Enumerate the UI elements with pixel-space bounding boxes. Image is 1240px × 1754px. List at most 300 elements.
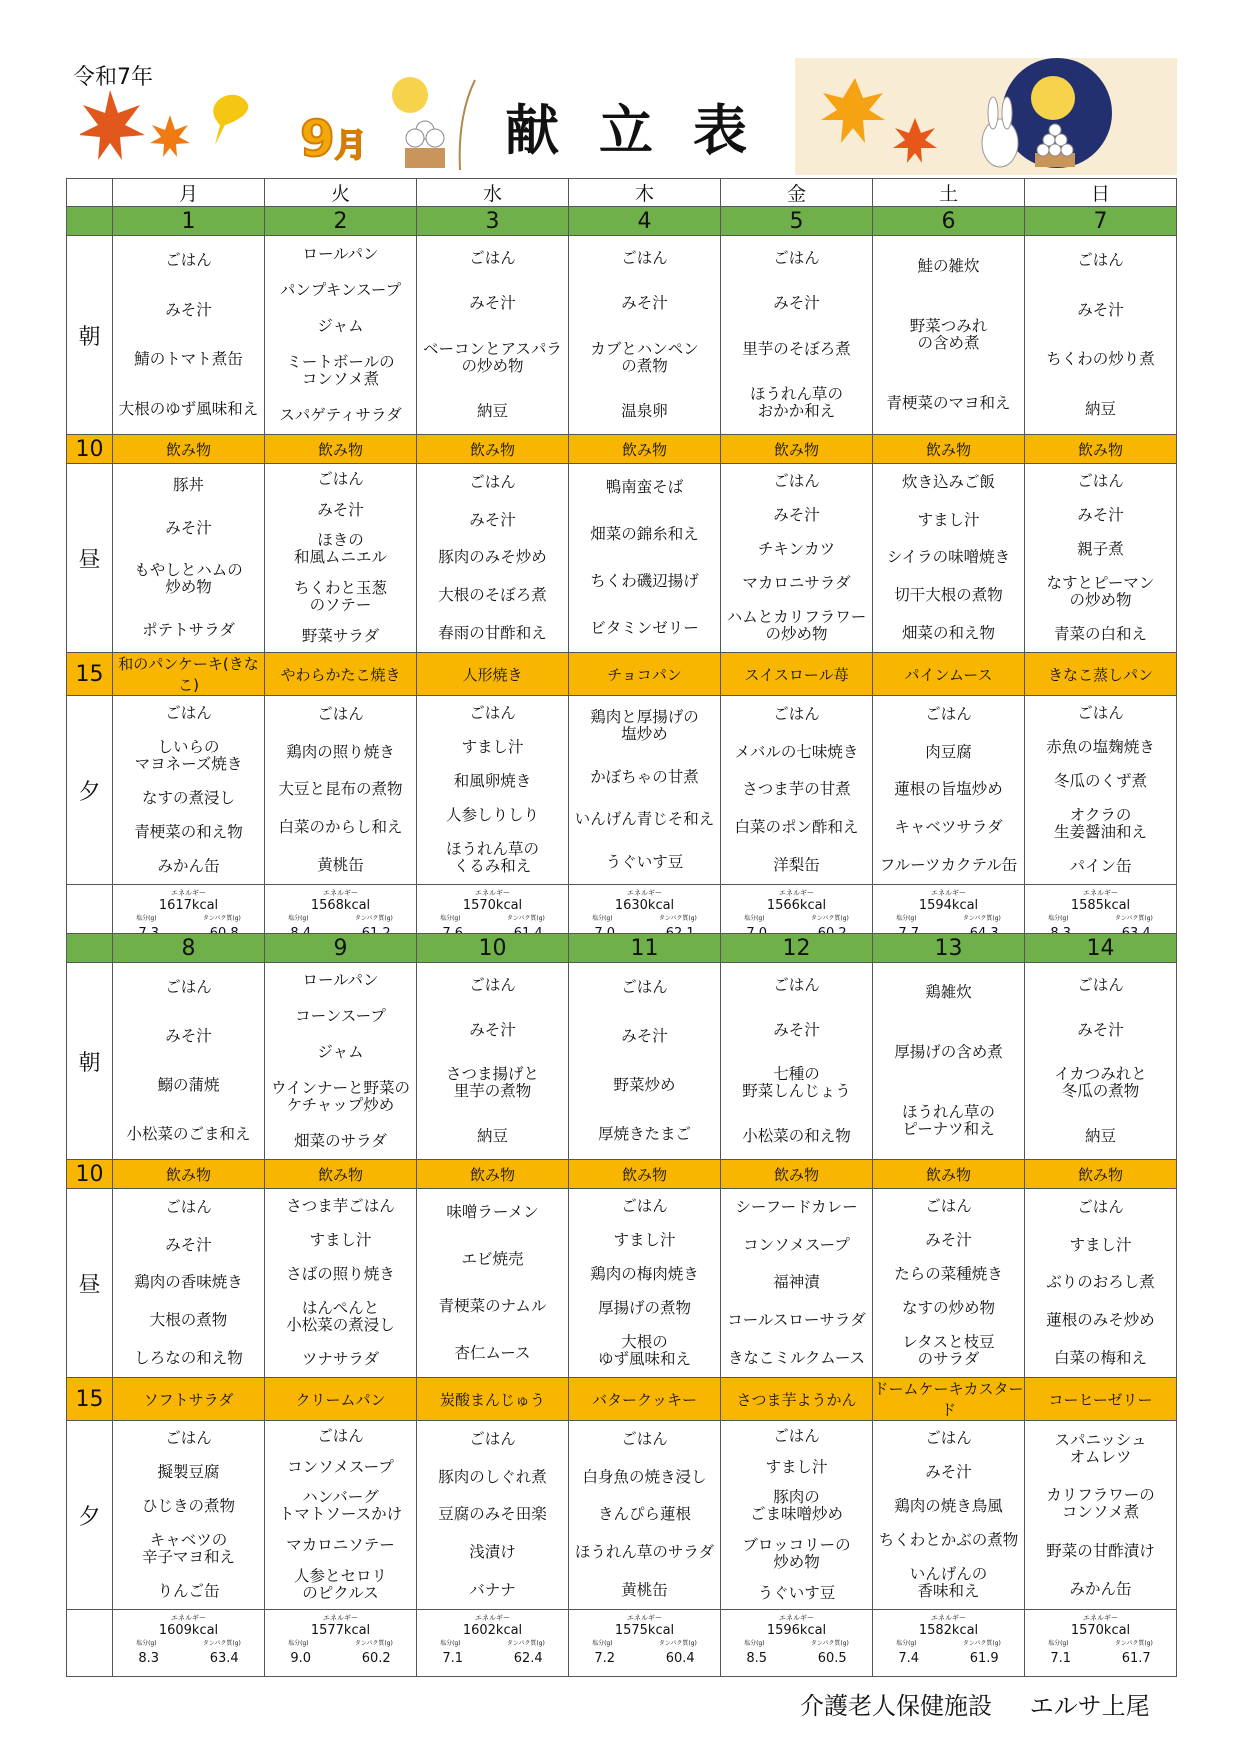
salt-label: 塩分(g)	[136, 915, 157, 922]
dish-item: 鶏雑炊	[925, 983, 972, 1002]
meal-cell	[1025, 236, 1177, 435]
meal-cell	[265, 696, 417, 885]
energy-value: 1609kcal	[158, 1623, 219, 1638]
date-cell: 7	[1025, 207, 1177, 236]
dish-item: みそ汁	[165, 518, 212, 537]
snack-item: 飲み物	[113, 435, 265, 464]
dish-item: ぶりのおろし煮	[1046, 1273, 1155, 1292]
date-cell: 12	[721, 934, 873, 963]
dish-item: 青梗菜のナムル	[438, 1297, 547, 1315]
dish-item: 人参とセロリ のピクルス	[293, 1567, 387, 1603]
dish-item: 納豆	[1084, 399, 1116, 418]
energy-value: 1568kcal	[310, 898, 371, 913]
salt-value: 9.0	[290, 1651, 312, 1666]
dish-item: 野菜の甘酢漬け	[1046, 1541, 1155, 1560]
dish-item: キャベツの 辛子マヨ和え	[141, 1531, 235, 1567]
dish-item: スパニッシュ オムレツ	[1054, 1430, 1147, 1466]
dish-item: ごはん	[773, 705, 820, 724]
dish-item: みそ汁	[773, 505, 820, 524]
meal-cell	[265, 1189, 417, 1378]
dish-item: ごはん	[165, 251, 212, 270]
snack-item: バタークッキー	[569, 1378, 721, 1421]
dish-item: みそ汁	[621, 1027, 668, 1045]
protein-label: タンパク質(g)	[962, 915, 1001, 922]
dish-item: 豚丼	[172, 475, 204, 494]
dish-item: 豆腐のみそ田楽	[438, 1505, 547, 1524]
dish-item: 蓮根の旨塩炒め	[894, 780, 1003, 799]
protein-label: タンパク質(g)	[354, 1640, 393, 1647]
energy-value: 1575kcal	[614, 1623, 675, 1638]
dish-item: りんご缶	[157, 1582, 220, 1601]
protein-value: 63.4	[209, 1651, 239, 1666]
snack-item: 飲み物	[113, 1160, 265, 1189]
energy-label: エネルギー	[323, 1614, 358, 1622]
dish-item: 鰯の蒲焼	[157, 1076, 220, 1094]
salt-value: 7.1	[1050, 1651, 1072, 1666]
dish-item: ロールパン	[302, 244, 379, 263]
snack-item: 飲み物	[721, 435, 873, 464]
energy-value: 1596kcal	[766, 1623, 827, 1638]
dish-item: 白菜の梅和え	[1053, 1348, 1147, 1367]
dish-item: ごはん	[1077, 975, 1124, 994]
dish-item: みそ汁	[469, 294, 516, 313]
meal-cell	[113, 696, 265, 885]
dish-item: コールスローサラダ	[727, 1311, 866, 1330]
salt-label: 塩分(g)	[288, 1640, 309, 1647]
energy-value: 1570kcal	[1070, 1623, 1131, 1638]
meal-label-lunch: 昼	[67, 1189, 113, 1378]
salt-label: 塩分(g)	[288, 915, 309, 922]
dish-item: 鶏肉の焼き鳥風	[894, 1496, 1003, 1515]
meal-cell	[569, 464, 721, 653]
nutrition-cell	[873, 1610, 1025, 1677]
dish-item: みそ汁	[165, 1235, 212, 1254]
dish-item: キャベツサラダ	[894, 818, 1003, 837]
dish-item: メバルの七味焼き	[734, 742, 859, 761]
dish-item: さつま揚げと 里芋の煮物	[445, 1065, 539, 1101]
dish-item: はんぺんと 小松菜の煮浸し	[286, 1299, 395, 1335]
snack-row-snack10	[67, 1160, 1177, 1189]
dish-item: 黄桃缶	[621, 1580, 668, 1599]
dish-item: みそ汁	[925, 1462, 972, 1481]
dish-item: バナナ	[469, 1580, 516, 1599]
dish-item: ごはん	[773, 1426, 820, 1445]
date-cell: 8	[113, 934, 265, 963]
dish-item: レタスと枝豆 のサラダ	[902, 1333, 995, 1369]
protein-value: 60.2	[361, 1651, 391, 1666]
dish-item: すまし汁	[461, 737, 524, 756]
menu-week-table	[66, 178, 1177, 952]
salt-label: 塩分(g)	[1048, 915, 1069, 922]
dish-item: ちくわと玉葱 のソテー	[293, 579, 387, 615]
dish-item: みかん缶	[157, 857, 220, 876]
dish-item: ごはん	[469, 703, 516, 722]
snack-item: 飲み物	[265, 1160, 417, 1189]
dish-item: 鶏肉の香味焼き	[134, 1273, 243, 1292]
date-cell: 13	[873, 934, 1025, 963]
dish-item: 野菜つみれ の含め煮	[909, 316, 988, 352]
dish-item: ごはん	[1077, 251, 1124, 270]
dish-item: ごはん	[317, 705, 364, 724]
dish-item: エビ焼売	[461, 1250, 524, 1268]
protein-label: タンパク質(g)	[506, 915, 545, 922]
dish-item: 鴨南蛮そば	[605, 478, 684, 496]
dish-item: みそ汁	[773, 294, 820, 313]
energy-value: 1617kcal	[158, 898, 219, 913]
snack-item: ソフトサラダ	[113, 1378, 265, 1421]
meal-row-breakfast	[67, 963, 1177, 1160]
dish-item: みかん缶	[1069, 1580, 1132, 1599]
nutrition-cell	[113, 1610, 265, 1677]
energy-label: エネルギー	[1083, 1614, 1118, 1622]
dish-item: 大豆と昆布の煮物	[278, 780, 403, 799]
dish-item: ビタミンゼリー	[590, 619, 699, 637]
dish-item: 野菜サラダ	[301, 627, 380, 646]
protein-value: 61.7	[1121, 1651, 1151, 1666]
dish-item: 畑菜の和え物	[901, 623, 995, 642]
dish-item: みそ汁	[469, 510, 516, 529]
dish-item: カリフラワーの コンソメ煮	[1046, 1486, 1155, 1522]
dish-item: ほうれん草の くるみ和え	[445, 840, 539, 876]
date-cell: 9	[265, 934, 417, 963]
weekday-header: 金	[721, 179, 873, 207]
energy-label: エネルギー	[171, 1614, 206, 1622]
dish-item: ごはん	[469, 975, 516, 994]
dish-item: かぼちゃの甘煮	[590, 767, 699, 786]
snack-item: ドームケーキカスタード	[873, 1378, 1025, 1421]
meal-cell	[873, 696, 1025, 885]
protein-label: タンパク質(g)	[658, 915, 697, 922]
dish-item: 赤魚の塩麹焼き	[1046, 737, 1155, 756]
dish-item: ブロッコリーの 炒め物	[742, 1536, 851, 1572]
dish-item: ごはん	[317, 1426, 364, 1445]
protein-label: タンパク質(g)	[810, 915, 849, 922]
salt-label: 塩分(g)	[136, 1640, 157, 1647]
dish-item: 杏仁ムース	[454, 1344, 531, 1362]
dish-item: ごはん	[469, 473, 516, 492]
dish-item: みそ汁	[925, 1230, 972, 1249]
weekday-header: 木	[569, 179, 721, 207]
dish-item: マカロニサラダ	[742, 574, 851, 593]
dish-item: 味噌ラーメン	[446, 1203, 539, 1221]
meal-cell	[417, 1421, 569, 1610]
meal-label-lunch: 昼	[67, 464, 113, 653]
salt-label: 塩分(g)	[592, 1640, 613, 1647]
date-cell: 2	[265, 207, 417, 236]
meal-cell	[721, 1189, 873, 1378]
energy-label: エネルギー	[627, 1614, 662, 1622]
dish-item: ジャム	[317, 1042, 364, 1061]
dish-item: ごはん	[621, 1430, 668, 1449]
meal-cell	[1025, 696, 1177, 885]
protein-label: タンパク質(g)	[354, 915, 393, 922]
dish-item: ごはん	[165, 1198, 212, 1217]
meal-cell	[417, 963, 569, 1160]
meal-cell	[569, 1189, 721, 1378]
snack-item: 飲み物	[873, 1160, 1025, 1189]
dish-item: 大根の煮物	[149, 1311, 228, 1330]
dish-item: 黄桃缶	[317, 855, 364, 874]
date-cell: 5	[721, 207, 873, 236]
snack-item: 飲み物	[721, 1160, 873, 1189]
energy-label: エネルギー	[779, 889, 814, 897]
weekday-header: 火	[265, 179, 417, 207]
meal-cell	[265, 963, 417, 1160]
meal-cell	[1025, 1421, 1177, 1610]
dish-item: 里芋のそぼろ煮	[742, 339, 851, 358]
meal-label-dinner: 夕	[67, 1421, 113, 1610]
date-cell: 6	[873, 207, 1025, 236]
snack-item: 飲み物	[1025, 435, 1177, 464]
dish-item: 豚肉の ごま味噌炒め	[749, 1488, 843, 1524]
dish-item: みそ汁	[773, 1020, 820, 1039]
meal-cell	[873, 236, 1025, 435]
dish-item: ごはん	[621, 249, 668, 268]
snack-item: クリームパン	[265, 1378, 417, 1421]
snack-time-label: 10	[67, 1160, 113, 1189]
protein-label: タンパク質(g)	[658, 1640, 697, 1647]
dish-item: 冬瓜のくず煮	[1053, 771, 1147, 790]
dish-item: 豚肉のしぐれ煮	[438, 1467, 547, 1486]
menu-week-table	[66, 933, 1177, 1677]
month-heading: 9月	[300, 110, 367, 168]
dish-item: いんげん青じそ和え	[574, 810, 715, 829]
dish-item: 炊き込みご飯	[901, 473, 995, 492]
moon-rabbit-illustration	[795, 58, 1177, 175]
dish-item: ほうれん草のサラダ	[574, 1543, 715, 1562]
dish-item: すまし汁	[917, 510, 980, 529]
snack-item: パインムース	[873, 653, 1025, 696]
meal-label-dinner: 夕	[67, 696, 113, 885]
facility-footer	[800, 1686, 1150, 1721]
meal-row-lunch	[67, 464, 1177, 653]
meal-label-breakfast: 朝	[67, 236, 113, 435]
meal-cell	[417, 696, 569, 885]
dish-item: みそ汁	[621, 294, 668, 313]
meal-cell	[721, 963, 873, 1160]
dish-item: ちくわとかぶの煮物	[878, 1531, 1019, 1550]
meal-cell	[721, 696, 873, 885]
snack-time-label: 15	[67, 1378, 113, 1421]
salt-label: 塩分(g)	[896, 915, 917, 922]
energy-value: 1577kcal	[310, 1623, 371, 1638]
dish-item: 白菜のからし和え	[278, 818, 403, 837]
dish-item: 鶏肉の梅肉焼き	[590, 1264, 699, 1283]
dish-item: ベーコンとアスパラ の炒め物	[423, 339, 562, 375]
dish-item: 大根のゆず風味和え	[118, 399, 259, 418]
dish-item: きんぴら蓮根	[597, 1505, 691, 1524]
meal-cell	[417, 464, 569, 653]
snack-item: さつま芋ようかん	[721, 1378, 873, 1421]
snack-item: 飲み物	[265, 435, 417, 464]
dish-item: コーンスープ	[295, 1007, 386, 1026]
dish-item: ごはん	[925, 1196, 972, 1215]
energy-value: 1602kcal	[462, 1623, 523, 1638]
snack-item: 和のパンケーキ(きなこ)	[113, 653, 265, 696]
dish-item: ハムとカリフラワー の炒め物	[726, 608, 867, 644]
salt-label: 塩分(g)	[744, 1640, 765, 1647]
dish-item: いんげんの 香味和え	[909, 1565, 988, 1601]
dish-item: ごはん	[165, 978, 212, 996]
meal-cell	[873, 464, 1025, 653]
dish-item: ジャム	[317, 316, 364, 335]
dish-item: ちくわの炒り煮	[1046, 350, 1155, 369]
date-cell: 1	[113, 207, 265, 236]
dish-item: 鯖のトマト煮缶	[134, 350, 243, 369]
dish-item: ごはん	[1077, 703, 1124, 722]
dish-item: みそ汁	[469, 1020, 516, 1039]
dish-item: コンソメスープ	[743, 1235, 850, 1254]
dish-item: ほうれん草の ピーナツ和え	[901, 1102, 995, 1138]
protein-value: 61.9	[969, 1651, 999, 1666]
energy-value: 1630kcal	[614, 898, 675, 913]
dish-item: 大根の ゆず風味和え	[597, 1333, 691, 1369]
dish-item: 厚揚げの煮物	[597, 1299, 691, 1318]
meal-row-lunch	[67, 1189, 1177, 1378]
meal-cell	[569, 1421, 721, 1610]
weekday-header: 日	[1025, 179, 1177, 207]
dish-item: 小松菜のごま和え	[126, 1125, 251, 1143]
dish-item: 蓮根のみそ炒め	[1046, 1311, 1155, 1330]
meal-cell	[113, 1189, 265, 1378]
snack-item: スイスロール苺	[721, 653, 873, 696]
dish-item: ミートボールの コンソメ煮	[286, 353, 395, 389]
meal-cell	[265, 1421, 417, 1610]
dish-item: 和風卵焼き	[453, 771, 532, 790]
meal-row-dinner	[67, 1421, 1177, 1610]
dish-item: みそ汁	[165, 1027, 212, 1045]
dish-item: ごはん	[621, 1196, 668, 1215]
snack-item: 飲み物	[417, 435, 569, 464]
dish-item: ごはん	[773, 471, 820, 490]
meal-cell	[265, 464, 417, 653]
dish-item: シイラの味噌焼き	[886, 548, 1011, 567]
dish-item: ごはん	[773, 975, 820, 994]
dish-item: なすの炒め物	[901, 1299, 995, 1318]
dish-item: さばの照り焼き	[286, 1264, 395, 1283]
snack-item: きなこ蒸しパン	[1025, 653, 1177, 696]
energy-label: エネルギー	[779, 1614, 814, 1622]
dish-item: ごはん	[1077, 471, 1124, 490]
weekday-header: 水	[417, 179, 569, 207]
nutrition-cell	[569, 1610, 721, 1677]
dish-item: 納豆	[476, 1127, 508, 1146]
dish-item: さつま芋ごはん	[286, 1196, 395, 1215]
meal-row-breakfast	[67, 236, 1177, 435]
dish-item: ごはん	[925, 705, 972, 724]
energy-value: 1582kcal	[918, 1623, 979, 1638]
energy-value: 1594kcal	[918, 898, 979, 913]
meal-cell	[417, 1189, 569, 1378]
dish-item: ポテトサラダ	[142, 621, 235, 640]
energy-value: 1566kcal	[766, 898, 827, 913]
energy-label: エネルギー	[475, 1614, 510, 1622]
dish-item: みそ汁	[1077, 1020, 1124, 1039]
dish-item: パイン缶	[1069, 857, 1132, 876]
facility-type: 介護老人保健施設	[800, 1692, 992, 1720]
date-cell: 3	[417, 207, 569, 236]
meal-cell	[1025, 1189, 1177, 1378]
salt-value: 7.2	[594, 1651, 616, 1666]
dish-item: ごはん	[925, 1428, 972, 1447]
dish-item: 豚肉のみそ炒め	[438, 548, 547, 567]
snack-item: 人形焼き	[417, 653, 569, 696]
protein-label: タンパク質(g)	[962, 1640, 1001, 1647]
dish-item: 畑菜の錦糸和え	[590, 525, 699, 543]
dish-item: ひじきの煮物	[141, 1496, 235, 1515]
dish-item: 温泉卵	[621, 401, 668, 420]
protein-label: タンパク質(g)	[202, 1640, 241, 1647]
dish-item: たらの菜種焼き	[894, 1264, 1003, 1283]
dish-item: オクラの 生姜醤油和え	[1053, 806, 1147, 842]
autumn-leaves-illustration	[80, 85, 280, 175]
dish-item: 青菜の白和え	[1053, 625, 1147, 644]
dish-item: ウインナーと野菜の ケチャップ炒め	[270, 1078, 411, 1114]
meal-cell	[721, 236, 873, 435]
salt-label: 塩分(g)	[440, 1640, 461, 1647]
dish-item: しいらの マヨネーズ焼き	[134, 737, 243, 773]
energy-label: エネルギー	[931, 1614, 966, 1622]
snack-item: やわらかたこ焼き	[265, 653, 417, 696]
ginkgo-leaf-icon	[213, 95, 248, 145]
energy-label: エネルギー	[1083, 889, 1118, 897]
protein-label: タンパク質(g)	[506, 1640, 545, 1647]
dish-item: ごはん	[1077, 1198, 1124, 1217]
energy-value: 1585kcal	[1070, 898, 1131, 913]
dish-item: 厚焼きたまご	[597, 1125, 691, 1143]
dish-item: 野菜炒め	[613, 1076, 676, 1094]
dish-item: ごはん	[621, 978, 668, 996]
dish-item: 福神漬	[773, 1273, 820, 1292]
meal-cell	[569, 236, 721, 435]
energy-label: エネルギー	[475, 889, 510, 897]
dish-item: すまし汁	[613, 1230, 676, 1249]
dish-item: なすとピーマン の炒め物	[1046, 574, 1155, 610]
meal-cell	[873, 963, 1025, 1160]
protein-label: タンパク質(g)	[810, 1640, 849, 1647]
snack-item: 飲み物	[417, 1160, 569, 1189]
dish-item: 納豆	[476, 401, 508, 420]
dish-item: 鶏肉の照り焼き	[286, 742, 395, 761]
salt-value: 8.5	[746, 1651, 768, 1666]
facility-name: エルサ上尾	[1029, 1692, 1150, 1720]
dish-item: うぐいす豆	[757, 1584, 836, 1603]
dish-item: ほうれん草の おかか和え	[749, 384, 843, 420]
meal-cell	[113, 236, 265, 435]
date-cell: 14	[1025, 934, 1177, 963]
snack-item: 飲み物	[569, 1160, 721, 1189]
snack-item: 炭酸まんじゅう	[417, 1378, 569, 1421]
date-cell: 4	[569, 207, 721, 236]
era-year: 令和7年	[73, 65, 153, 90]
dish-item: ごはん	[469, 249, 516, 268]
salt-label: 塩分(g)	[1048, 1640, 1069, 1647]
salt-label: 塩分(g)	[440, 915, 461, 922]
dish-item: イカつみれと 冬瓜の煮物	[1054, 1065, 1147, 1101]
salt-value: 8.3	[138, 1651, 160, 1666]
meal-cell	[1025, 963, 1177, 1160]
dish-item: 親子煮	[1077, 539, 1124, 558]
snack-item: 飲み物	[873, 435, 1025, 464]
meal-label-breakfast: 朝	[67, 963, 113, 1160]
dish-item: マカロニソテー	[286, 1536, 395, 1555]
weekday-header: 月	[113, 179, 265, 207]
meal-cell	[113, 963, 265, 1160]
snack-row-snack15	[67, 653, 1177, 696]
meal-cell	[113, 464, 265, 653]
protein-value: 60.4	[665, 1651, 695, 1666]
snack-item: 飲み物	[1025, 1160, 1177, 1189]
